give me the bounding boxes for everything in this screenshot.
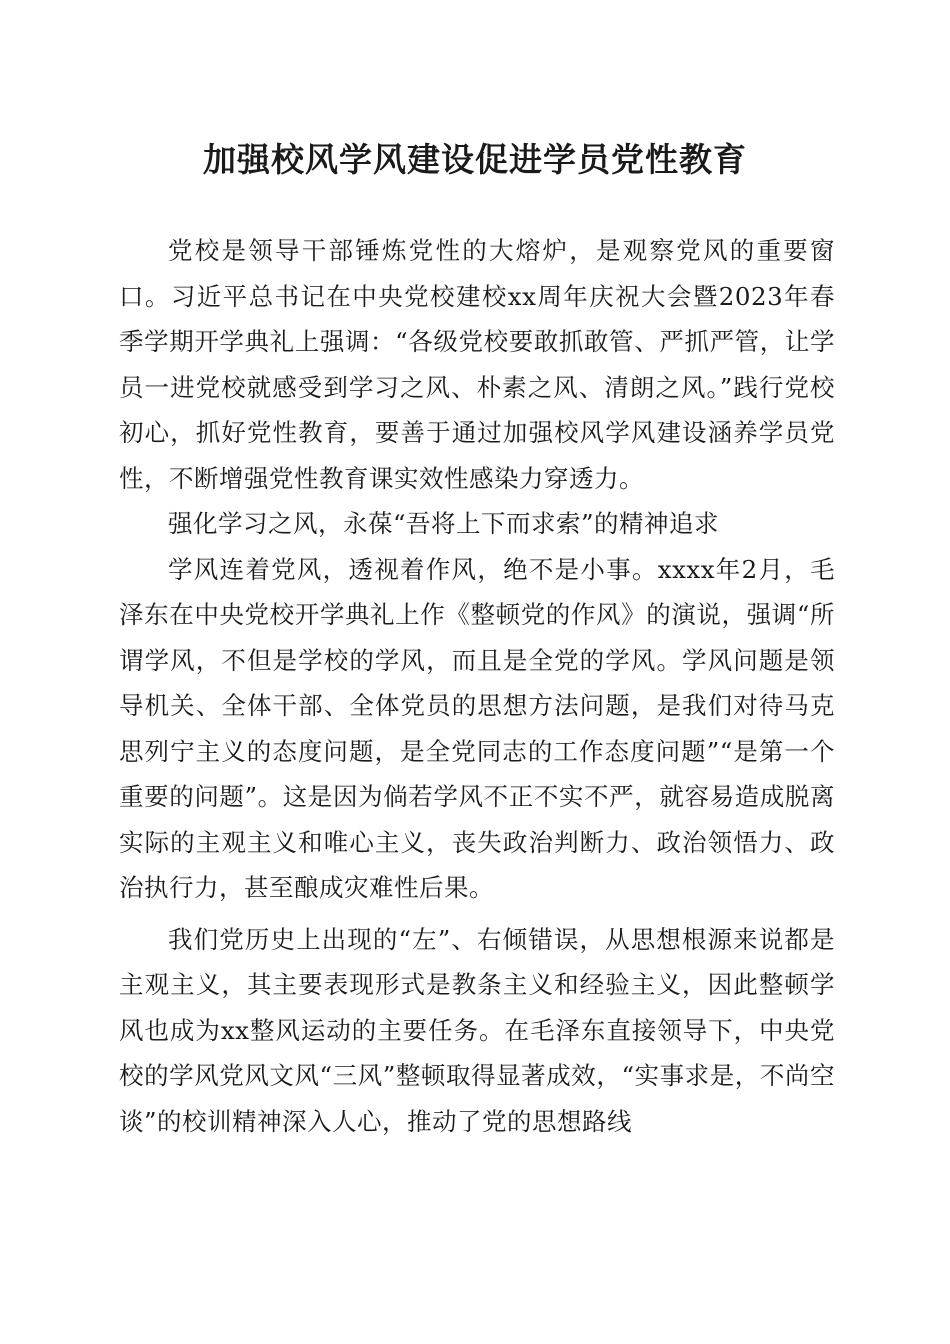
section-heading: 强化学习之风，永葆“吾将上下而求索”的精神追求 [168, 509, 720, 538]
paragraph-study-style: 学风连着党风，透视着作风，绝不是小事。xxxx年2月，毛泽东在中央党校开学典礼上作《整顿党的作风》的演说，强调“所谓学风，不但是学校的学风，而且是全党的学风。学风问题是领导机关、全体干部、全体党员的思想方法问题，是我们对待马克思列宁主义的态度问题，是全党同志的工作态度问题”“是第一个重要的问题”。这是因为倘若学风不正不实不严，就容易造成脱离实际的主观主义和唯心主义，丧失政治判断力、政治领悟力、政治执行力，甚至酿成灾难性后果。 [119, 554, 835, 902]
paragraph-history: 我们党历史上出现的“左”、右倾错误，从思想根源来说都是主观主义，其主要表现形式是教条主义和经验主义，因此整顿学风也成为xx整风运动的主要任务。在毛泽东直接领导下，中央党校的学风党风文风“三风”整顿取得显著成效，“实事求是，不尚空谈”的校训精神深入人心，推动了党的思想路线 [119, 924, 835, 1136]
paragraph-intro: 党校是领导干部锤炼党性的大熔炉，是观察党风的重要窗口。习近平总书记在中央党校建校xx周年庆祝大会暨2023年春季学期开学典礼上强调：“各级党校要敢抓敢管、严抓严管，让学员一进党校就感受到学习之风、朴素之风、清朗之风。”践行党校初心，抓好党性教育，要善于通过加强校风学风建设涵养学员党性，不断增强党性教育课实效性感染力穿透力。 [119, 236, 835, 493]
document-title: 加强校风学风建设促进学员党性教育 [203, 140, 747, 179]
document-body [119, 228, 835, 1144]
